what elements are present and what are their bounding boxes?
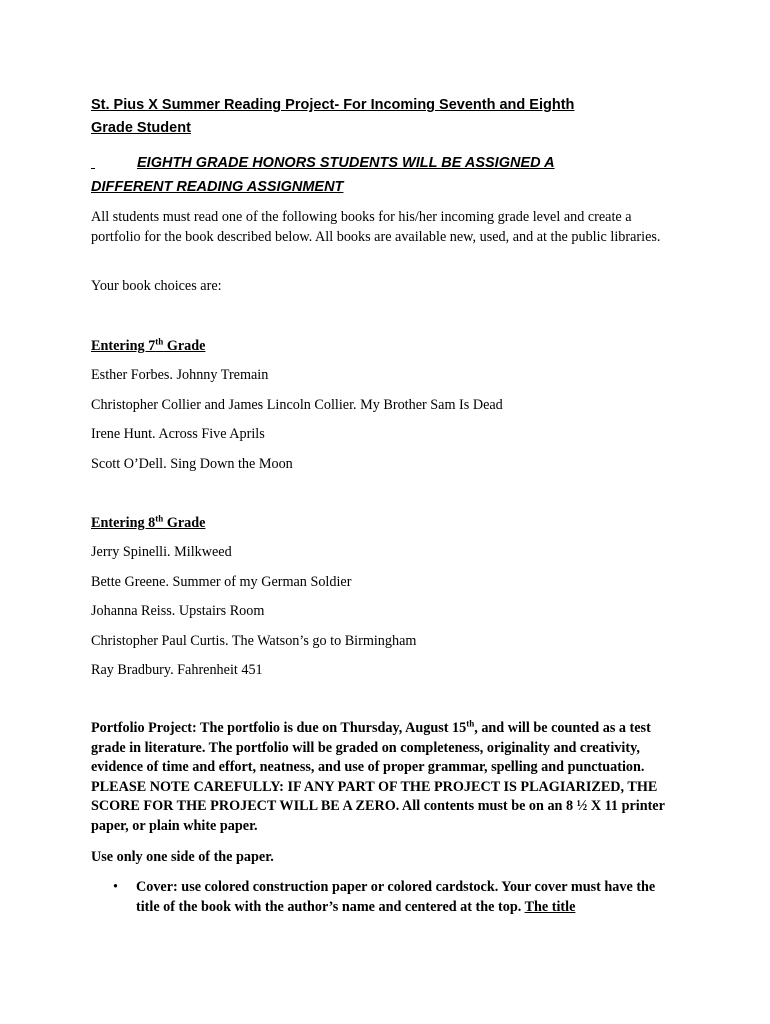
bullet-icon: • — [113, 879, 118, 895]
eighth-grade-book: Jerry Spinelli. Milkweed — [91, 544, 232, 560]
eighth-grade-heading-suffix: Grade — [163, 515, 206, 531]
honors-notice-line-1 — [91, 151, 691, 175]
seventh-grade-heading-suffix: Grade — [163, 338, 206, 354]
portfolio-text-part-2: , and will be counted as a test grade in literature. The portfolio will be graded on completeness, originality and creativity, evidence of time and effort, neatness, and use of proper grammar, spelling and punctuation. PLEASE NOTE CAREFULLY: IF ANY PART OF THE PROJECT IS PLAGIARIZED, THE SCORE FOR THE PROJECT WILL BE A ZERO. All contents must be on an 8 ½ X 11 printer paper, or plain white paper. — [91, 720, 665, 834]
eighth-grade-heading-prefix: Entering 8 — [91, 515, 156, 531]
portfolio-paragraph — [91, 719, 681, 837]
seventh-grade-book: Irene Hunt. Across Five Aprils — [91, 426, 265, 442]
book-choices-label: Your book choices are: — [91, 278, 222, 294]
portfolio-date-sup: th — [466, 718, 475, 729]
list-item — [91, 877, 681, 919]
seventh-grade-heading-prefix: Entering 7 — [91, 338, 156, 354]
seventh-grade-heading-sup: th — [155, 336, 164, 347]
honors-notice-line-2 — [91, 175, 691, 199]
bullet-text-underlined: The title — [524, 899, 576, 915]
document-title-line-1: St. Pius X Summer Reading Project- For Incoming Seventh and Eighth — [91, 97, 575, 113]
portfolio-text-part-1: Portfolio Project: The portfolio is due on Thursday, August 15 — [91, 720, 467, 736]
one-side-instruction: Use only one side of the paper. — [91, 849, 274, 865]
seventh-grade-book: Scott O’Dell. Sing Down the Moon — [91, 456, 293, 472]
eighth-grade-heading — [91, 513, 205, 533]
seventh-grade-book: Christopher Collier and James Lincoln Collier. My Brother Sam Is Dead — [91, 397, 503, 413]
document-title-line-2: Grade Student — [91, 120, 191, 136]
bullet-text — [136, 877, 681, 917]
honors-notice-text-1: EIGHTH GRADE HONORS STUDENTS WILL BE ASSIGNED A — [137, 155, 555, 171]
bullet-text-main: Cover: use colored construction paper or colored cardstock. Your cover must have the title of the book with the author’s name and centered at the top. — [136, 879, 656, 915]
eighth-grade-book: Bette Greene. Summer of my German Soldier — [91, 574, 352, 590]
seventh-grade-heading — [91, 336, 205, 356]
honors-notice-text-2: DIFFERENT READING ASSIGNMENT — [91, 179, 344, 195]
eighth-grade-heading-sup: th — [155, 513, 164, 524]
seventh-grade-book: Esther Forbes. Johnny Tremain — [91, 367, 269, 383]
eighth-grade-book: Ray Bradbury. Fahrenheit 451 — [91, 662, 263, 678]
honors-notice-indent — [91, 151, 137, 175]
eighth-grade-book: Johanna Reiss. Upstairs Room — [91, 603, 265, 619]
eighth-grade-book: Christopher Paul Curtis. The Watson’s go to Birmingham — [91, 633, 417, 649]
intro-paragraph: All students must read one of the following books for his/her incoming grade level and create a portfolio for the book described below. All books are available new, used, and at the public libraries. — [91, 209, 661, 245]
